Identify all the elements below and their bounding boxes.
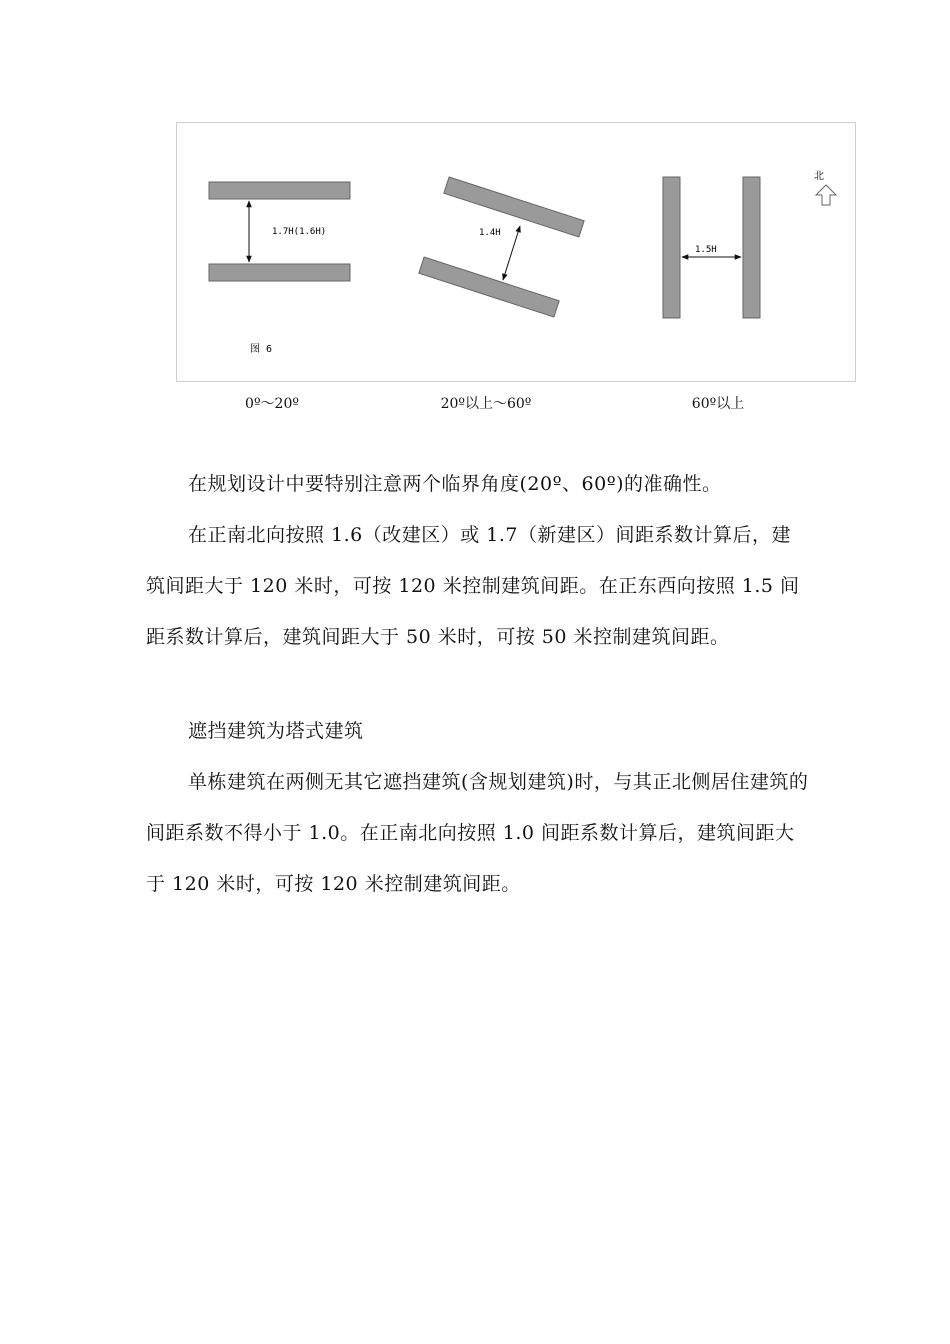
- caption-60-plus: 60º以上: [691, 396, 745, 412]
- north-label: 北: [814, 171, 824, 182]
- spacing-label: 1.7H(1.6H): [272, 227, 327, 237]
- building-slab: [419, 257, 559, 317]
- building-spacing-figure: [176, 122, 856, 382]
- paragraph-slab-spacing: 在正南北向按照 1.6（改建区）或 1.7（新建区）间距系数计算后，建筑间距大于 120 米时，可按 120 米控制建筑间距。在正东西向按照 1.5 间距系数计算后，建筑间距大于 50 米时，可按 50 米控制建筑间距。: [146, 524, 800, 648]
- building-slab: [209, 182, 350, 199]
- spacing-label: 1.5H: [695, 245, 717, 255]
- spacing-diagram: [177, 123, 857, 383]
- building-slab: [663, 177, 680, 318]
- spacing-arrow: [503, 226, 520, 280]
- building-slab: [209, 264, 350, 281]
- caption-0-20: 0º～20º: [245, 396, 299, 412]
- section-heading-tower: 遮挡建筑为塔式建筑: [188, 720, 364, 742]
- north-arrow-icon: [816, 185, 836, 205]
- figure-label: 图 6: [250, 344, 273, 355]
- paragraph-tower-spacing: 单栋建筑在两侧无其它遮挡建筑(含规划建筑)时，与其正北侧居住建筑的间距系数不得小于 1.0。在正南北向按照 1.0 间距系数计算后，建筑间距大于 120 米时，可按 120 米控制建筑间距。: [146, 771, 809, 895]
- spacing-label: 1.4H: [479, 228, 501, 238]
- building-slab: [743, 177, 760, 318]
- caption-20-60: 20º以上～60º: [440, 396, 532, 412]
- building-slab: [444, 177, 584, 237]
- paragraph-critical-angles: 在规划设计中要特别注意两个临界角度(20º、60º)的准确性。: [188, 473, 722, 495]
